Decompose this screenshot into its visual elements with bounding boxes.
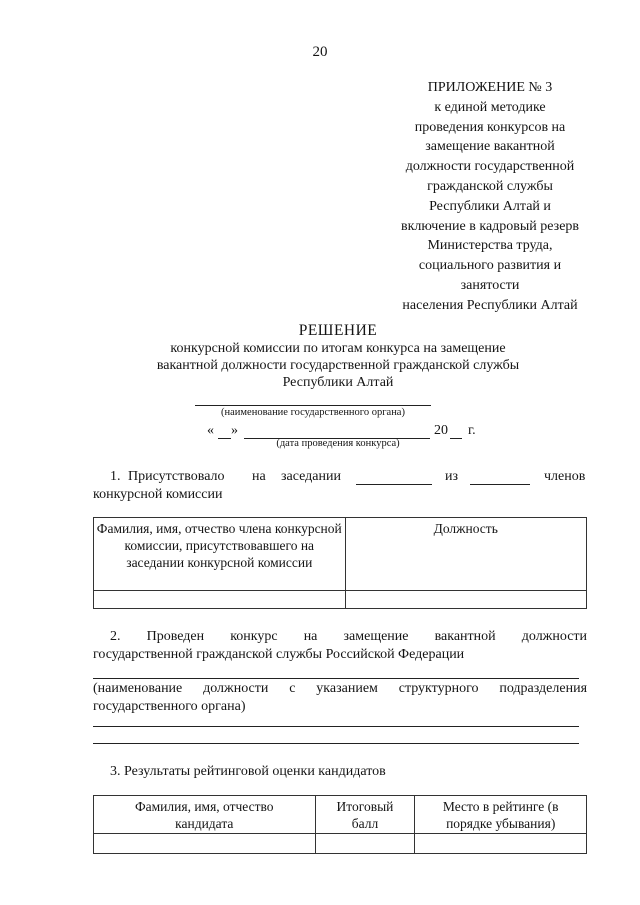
date-day-line xyxy=(218,438,231,439)
s2-caption-word: подразделения xyxy=(499,681,588,696)
total-score-header: Итоговый балл xyxy=(315,796,415,834)
appendix-line: населения Республики Алтай xyxy=(402,297,578,313)
date-open-quote: « xyxy=(207,423,214,438)
s2-word: на xyxy=(303,629,318,644)
rating-table-row xyxy=(94,834,587,854)
s1-total-count-line xyxy=(470,484,530,485)
appendix-line: Министерства труда, xyxy=(427,238,553,254)
s2-caption-word: должности xyxy=(203,681,269,696)
appendix-line: Республики Алтай и xyxy=(429,198,551,214)
s2-word: замещение xyxy=(343,629,409,644)
appendix-block xyxy=(380,78,600,316)
appendix-line: включение в кадровый резерв xyxy=(400,218,580,234)
s1-word: 1. xyxy=(110,469,121,484)
appendix-line: гражданской службы xyxy=(427,178,553,194)
s2-caption-word: указанием xyxy=(316,681,378,696)
appendix-line: ПРИЛОЖЕНИЕ № 3 xyxy=(427,80,553,95)
appendix-line: замещение вакантной xyxy=(425,139,555,155)
s3-heading: 3. Результаты рейтинговой оценки кандидатов xyxy=(110,764,386,779)
s2-word: должности xyxy=(521,629,588,644)
subtitle-line: конкурсной комиссии по итогам конкурса на замещение xyxy=(170,341,506,356)
commission-table xyxy=(93,517,587,609)
rating-table-header-row xyxy=(94,796,587,834)
commission-table-header-row xyxy=(94,518,587,591)
blank-line xyxy=(93,726,579,727)
document-subtitle xyxy=(0,340,640,391)
date-suffix: г. xyxy=(468,423,476,438)
commission-table-row xyxy=(94,591,587,609)
date-caption: (дата проведения конкурса) xyxy=(276,438,400,449)
s2-word: вакантной xyxy=(434,629,496,644)
rating-table xyxy=(93,795,587,854)
s1-word: из xyxy=(445,469,459,484)
document-title: РЕШЕНИЕ xyxy=(298,322,378,339)
s2-word: конкурс xyxy=(230,629,278,644)
org-caption: (наименование государственного органа) xyxy=(221,407,405,418)
page-number: 20 xyxy=(312,44,328,60)
s1-word: на xyxy=(252,469,266,484)
date-year-prefix: 20 xyxy=(434,423,448,438)
s2-word: Проведен xyxy=(146,629,205,644)
blank-line xyxy=(93,743,579,744)
appendix-line: социального развития и xyxy=(418,258,562,274)
s2-caption-line2: государственного органа) xyxy=(93,699,246,714)
commission-position-header: Должность xyxy=(345,518,586,591)
s2-caption-word: с xyxy=(289,681,296,696)
appendix-line: проведения конкурсов на xyxy=(414,119,566,135)
candidate-name-header: Фамилия, имя, отчество кандидата xyxy=(94,796,316,834)
rating-place-cell xyxy=(415,834,587,854)
s2-word: 2. xyxy=(110,629,121,644)
total-score-cell xyxy=(315,834,415,854)
date-year-line xyxy=(450,438,462,439)
commission-name-header: Фамилия, имя, отчество члена конкурсной комиссии, присутствовавшего на заседании конкурсной комиссии xyxy=(94,518,346,591)
s1-word: заседании xyxy=(281,469,341,484)
appendix-line: к единой методике xyxy=(434,99,546,115)
subtitle-line: Республики Алтай xyxy=(282,375,394,390)
s2-line2: государственной гражданской службы Российской Федерации xyxy=(93,647,465,662)
s2-line1 xyxy=(110,627,587,646)
s1-word: членов xyxy=(544,469,586,484)
s1-line2: конкурсной комиссии xyxy=(93,487,223,502)
s2-caption-line1 xyxy=(93,679,587,698)
s1-present-count-line xyxy=(356,484,432,485)
rating-place-header: Место в рейтинге (в порядке убывания) xyxy=(415,796,587,834)
commission-name-cell xyxy=(94,591,346,609)
subtitle-line: вакантной должности государственной гражданской службы xyxy=(156,358,520,373)
appendix-line: должности государственной xyxy=(405,159,575,175)
candidate-name-cell xyxy=(94,834,316,854)
s1-word: Присутствовало xyxy=(128,469,225,484)
s2-caption-word: структурного xyxy=(398,681,479,696)
commission-position-cell xyxy=(345,591,586,609)
date-close-quote: » xyxy=(231,423,238,438)
appendix-line: занятости xyxy=(460,277,520,293)
org-name-line xyxy=(195,405,431,406)
s2-caption-word: (наименование xyxy=(93,681,183,696)
